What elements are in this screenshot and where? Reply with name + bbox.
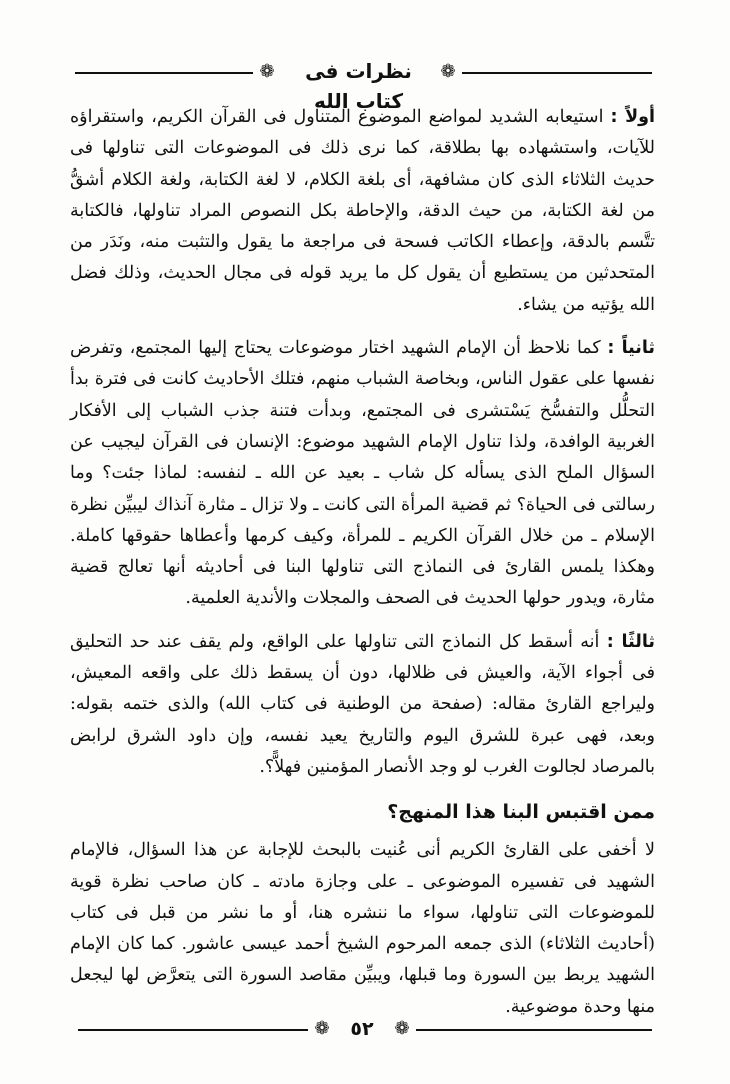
running-header bbox=[75, 52, 652, 113]
header-ornament-left-icon: ❁ bbox=[259, 61, 275, 82]
section-paragraph: لا أخفى على القارئ الكريم أنى عُنيت بالبحث للإجابة عن هذا السؤال، فالإمام الشهيد فى تفسيره الموضوعى ـ على وجازة مادته ـ كان صاحب نظرة قوية للموضوعات التى تناولها، سواء ما ننشره هنا، أو ما نشر من قبل فى كتاب (أحاديث الثلاثاء) الذى جمعه المرحوم الشيخ أحمد عيسى عاشور. كما كان الإمام الشهيد يربط بين السورة وما قبلها، ويبيِّن مقاصد السورة التى يتعرَّض لها ليجعل منها وحدة موضوعية. bbox=[70, 840, 655, 1017]
footer-ornament-left-icon: ❁ bbox=[314, 1018, 330, 1039]
page-number: ٥٢ bbox=[350, 1018, 374, 1040]
section-heading: ممن اقتبس البنا هذا المنهج؟ bbox=[387, 801, 655, 824]
paragraph-body: استيعابه الشديد لمواضع الموضوع المتناول فى القرآن الكريم، واستقراؤه للآيات، واستشهاده بها بطلاقة، كما نرى ذلك فى الموضوعات التى تناولها فى حديث الثلاثاء الذى كان مشافهة، أى بلغة الكلام، لا لغة الكتابة، ولغة الكلام أشقُّ من لغة الكتابة، من حيث الدقة، والإحاطة بكل النصوص المراد تناولها، فالكتابة تتَّسم بالدقة، وإعطاء الكاتب فسحة فى مراجعة ما يقول والتثبت منه، ونَدَر من المتحدثين من يستطيع أن يقول كل ما يريد قوله فى مجال الحديث، وذلك فضل الله يؤتيه من يشاء. bbox=[70, 107, 655, 315]
paragraph-lead: ثالثًا : bbox=[606, 631, 655, 652]
footer-ornament-right-icon: ❁ bbox=[394, 1018, 410, 1039]
paragraph-third bbox=[70, 627, 655, 783]
main-text bbox=[70, 102, 655, 1035]
footer-rule-left bbox=[78, 1029, 308, 1031]
header-ornament-right-icon: ❁ bbox=[440, 61, 456, 82]
paragraph-second bbox=[70, 333, 655, 615]
header-rule-right bbox=[462, 72, 652, 74]
footer-rule-right bbox=[416, 1029, 652, 1031]
header-rule-left bbox=[75, 72, 253, 74]
paragraph-body: أنه أسقط كل النماذج التى تناولها على الواقع، ولم يقف عند حد التحليق فى أجواء الآية، والعيش فى ظلالها، دون أن يسقط ذلك على واقعه المعيش، وليراجع القارئ مقاله: (صفحة من الوطنية فى كتاب الله) والذى ختمه بقوله: وبعد، فهى عبرة للشرق اليوم والتاريخ يعيد نفسه، وإن داود الشرق لرابض بالمرصاد لجالوت الغرب لو وجد الأنصار المؤمنين فهلاًّ؟. bbox=[70, 631, 655, 777]
book-title: نظرات فى كتاب الله bbox=[305, 59, 412, 113]
paragraph-lead: ثانياً : bbox=[607, 338, 656, 359]
paragraph-first bbox=[70, 102, 655, 321]
paragraph-lead: أولاً : bbox=[610, 107, 655, 127]
paragraph-body: كما نلاحظ أن الإمام الشهيد اختار موضوعات يحتاج إليها المجتمع، وتفرض نفسها على عقول الناس، وبخاصة الشباب منهم، فتلك الأحاديث كانت فى فترة بدأ التحلُّل والتفسُّخ يَسْتشرى فى المجتمع، وبدأت فتنة جذب الشباب إلى الأفكار الغربية الوافدة، ولذا تناول الإمام الشهيد موضوع: الإنسان فى القرآن ليجيب عن السؤال الملح الذى يسأله كل شاب ـ بعيد عن الله ـ لنفسه: لماذا جئت؟ وما رسالتى فى الحياة؟ ثم قضية المرأة التى كانت ـ ولا تزال ـ مثارة آنذاك ليبيِّن نظرة الإسلام ـ من خلال القرآن الكريم ـ للمرأة، وكيف كرمها وأعطاها حقوقها كاملة. وهكذا يلمس القارئ فى النماذج التى تناولها البنا فى أحاديثه أنها تعالج قضية مثارة، ويدور حولها الحديث فى الصحف والمجلات والأندية العلمية. bbox=[70, 338, 655, 609]
page-footer bbox=[78, 1012, 652, 1046]
